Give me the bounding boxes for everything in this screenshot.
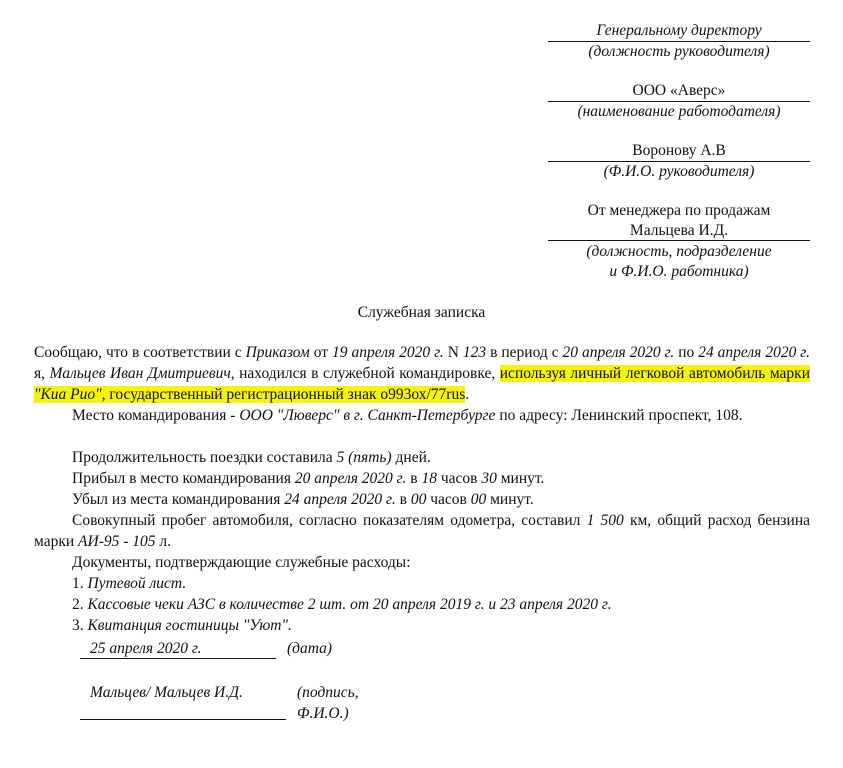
- text: я,: [34, 365, 50, 382]
- arrival-date: 20 апреля 2020 г.: [294, 470, 407, 487]
- text: .: [465, 386, 470, 403]
- paragraph-destination: [34, 405, 810, 426]
- list-item: [72, 615, 292, 636]
- text: км, общий расход бензина марки: [34, 512, 811, 550]
- departure-minutes: 00: [470, 491, 487, 508]
- employee-name: Мальцев Иван Дмитриевич: [49, 365, 231, 382]
- date-value: 25 апреля 2020 г.: [90, 640, 202, 657]
- paragraph-arrival: [72, 468, 544, 489]
- text: по адресу: Ленинский проспект, 108.: [495, 407, 743, 424]
- date-field: [80, 638, 276, 659]
- signature-field: [80, 682, 286, 720]
- text: Прибыл в место командирования: [72, 470, 295, 487]
- paragraph-trip: [34, 342, 810, 405]
- order-label: Приказом: [245, 344, 310, 361]
- trip-start-date: 20 апреля 2020 г.: [562, 344, 675, 361]
- list-item-number: 1.: [72, 575, 88, 592]
- text: Убыл из места командирования: [72, 491, 285, 508]
- list-item-number: 3.: [72, 617, 88, 634]
- director-title-caption: (должность руководителя): [588, 43, 770, 60]
- documents-heading: Документы, подтверждающие служебные расходы:: [72, 554, 411, 571]
- text: дней.: [391, 449, 431, 466]
- list-item: [72, 594, 612, 615]
- director-title: Генеральному директору: [596, 22, 762, 39]
- text: , находился в служебной командировке,: [230, 365, 500, 382]
- list-item-text: Кассовые чеки АЗС в количестве 2 шт. от 20 апреля 2019 г. и 23 апреля 2020 г.: [87, 596, 612, 613]
- trip-days: 5 (пять): [336, 449, 392, 466]
- company-caption: (наименование работодателя): [577, 103, 781, 120]
- text: л.: [155, 533, 172, 550]
- list-item-text: Путевой лист.: [87, 575, 187, 592]
- text: используя личный легковой автомобиль марки: [499, 365, 810, 382]
- text: Место командирования -: [72, 407, 240, 424]
- departure-hours: 00: [410, 491, 427, 508]
- text: часов: [436, 470, 482, 487]
- director-name-field: [548, 140, 810, 162]
- text: в: [406, 470, 422, 487]
- paragraph-duration: [72, 447, 431, 468]
- order-number: 123: [462, 344, 487, 361]
- mileage-km: 1 500: [586, 512, 624, 529]
- from-name: Мальцева И.Д.: [629, 222, 729, 239]
- text: минут.: [486, 491, 534, 508]
- destination-org: ООО "Люверс" в г. Санкт-Петербурге: [239, 407, 496, 424]
- paragraph-mileage: [34, 510, 810, 552]
- director-name-caption: (Ф.И.О. руководителя): [603, 163, 755, 180]
- director-title-field: [548, 20, 810, 42]
- signature-caption-2: Ф.И.О.): [297, 705, 349, 722]
- from-caption-1: (должность, подразделение: [586, 243, 772, 260]
- text: в: [395, 491, 411, 508]
- signature-value: Мальцев/ Мальцев И.Д.: [90, 684, 243, 701]
- company-field: [548, 80, 810, 102]
- text: часов: [426, 491, 471, 508]
- fuel-amount: АИ-95 - 105: [78, 533, 156, 550]
- text: N: [443, 344, 463, 361]
- text: в период с: [486, 344, 563, 361]
- list-item-text: Квитанция гостиницы "Уют".: [87, 617, 292, 634]
- document-title: Служебная записка: [357, 304, 486, 321]
- order-date: 19 апреля 2020 г.: [332, 344, 444, 361]
- text: Совокупный пробег автомобиля, согласно показателям одометра, составил: [72, 512, 587, 529]
- paragraph-departure: [72, 489, 534, 510]
- departure-date: 24 апреля 2020 г.: [284, 491, 396, 508]
- date-caption: (дата): [287, 640, 333, 657]
- arrival-minutes: 30: [481, 470, 497, 487]
- from-line-1: От менеджера по продажам: [587, 202, 771, 219]
- text: по: [674, 344, 699, 361]
- from-name-field: [548, 220, 810, 241]
- list-item: [72, 573, 186, 594]
- plate-number: о993ох/77rus: [380, 386, 466, 403]
- company-name: ООО «Аверс»: [632, 82, 726, 99]
- director-name: Воронову А.В: [632, 142, 726, 159]
- arrival-hours: 18: [421, 470, 437, 487]
- text: Сообщаю, что в соответствии с: [34, 344, 246, 361]
- text: , государственный регистрационный знак: [101, 386, 381, 403]
- text: от: [309, 344, 333, 361]
- text: Продолжительность поездки составила: [72, 449, 337, 466]
- trip-end-date: 24 апреля 2020 г.: [698, 344, 810, 361]
- text: минут.: [496, 470, 545, 487]
- from-caption-2: и Ф.И.О. работника): [609, 263, 749, 280]
- car-model: "Киа Рио": [34, 386, 102, 403]
- signature-caption-1: (подпись,: [297, 684, 359, 701]
- list-item-number: 2.: [72, 596, 88, 613]
